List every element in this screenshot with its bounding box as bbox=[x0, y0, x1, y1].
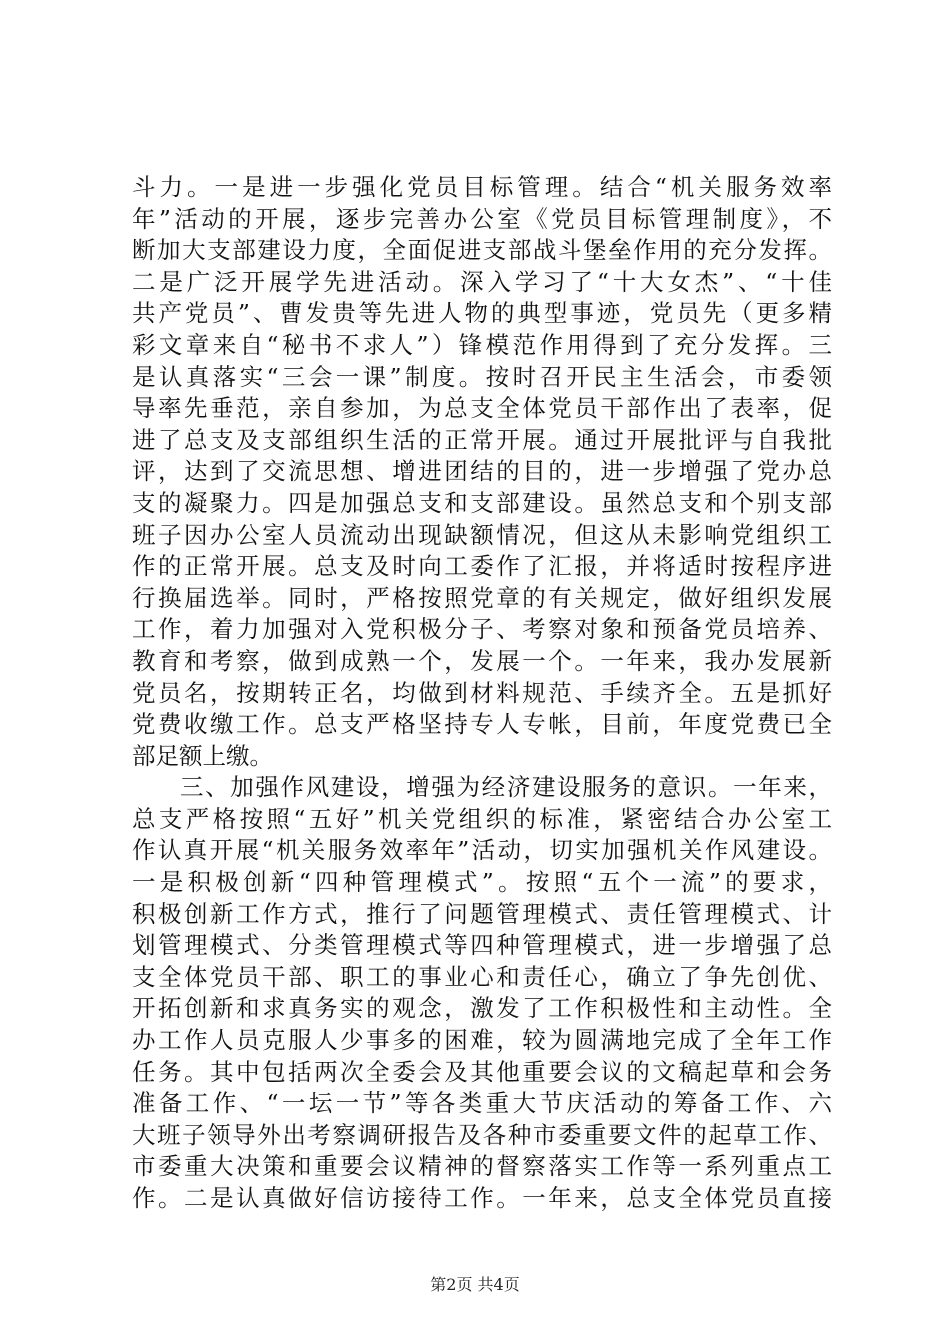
text-line: 彩文章来自“秘书不求人”）锋模范作用得到了充分发挥。三 bbox=[132, 330, 832, 359]
text-line: 斗力。一是进一步强化党员目标管理。结合“机关服务效率 bbox=[132, 173, 832, 201]
text-line: 市委重大决策和重要会议精神的督察落实工作等一系列重点工 bbox=[132, 1152, 832, 1181]
text-line: 大班子领导外出考察调研报告及各种市委重要文件的起草工作、 bbox=[132, 1120, 832, 1149]
text-line: 开拓创新和求真务实的观念，激发了工作积极性和主动性。全 bbox=[132, 994, 832, 1023]
text-line: 总支严格按照“五好”机关党组织的标准，紧密结合办公室工 bbox=[132, 804, 832, 833]
text-line: 行换届选举。同时，严格按照党章的有关规定，做好组织发展 bbox=[132, 583, 832, 612]
text-line: 积极创新工作方式，推行了问题管理模式、责任管理模式、计 bbox=[132, 899, 832, 928]
text-line: 班子因办公室人员流动出现缺额情况，但这从未影响党组织工 bbox=[132, 520, 832, 549]
paragraph-first-line: 三、加强作风建设，增强为经济建设服务的意识。一年来， bbox=[180, 773, 832, 802]
text-line: 支全体党员干部、职工的事业心和责任心，确立了争先创优、 bbox=[132, 962, 832, 991]
text-line: 作认真开展“机关服务效率年”活动，切实加强机关作风建设。 bbox=[132, 836, 832, 865]
text-line: 工作，着力加强对入党积极分子、考察对象和预备党员培养、 bbox=[132, 615, 832, 644]
paragraph-end-line: 部足额上缴。 bbox=[132, 741, 273, 770]
text-line: 办工作人员克服人少事多的困难，较为圆满地完成了全年工作 bbox=[132, 1026, 832, 1055]
text-line: 划管理模式、分类管理模式等四种管理模式，进一步增强了总 bbox=[132, 931, 832, 960]
text-line: 共产党员”、曹发贵等先进人物的典型事迹，党员先（更多精 bbox=[132, 299, 832, 328]
text-line: 年”活动的开展，逐步完善办公室《党员目标管理制度》，不 bbox=[132, 204, 832, 233]
text-line: 导率先垂范，亲自参加，为总支全体党员干部作出了表率，促 bbox=[132, 394, 832, 423]
text-line: 评，达到了交流思想、增进团结的目的，进一步增强了党办总 bbox=[132, 457, 832, 486]
text-line: 任务。其中包括两次全委会及其他重要会议的文稿起草和会务 bbox=[132, 1057, 832, 1086]
page-footer: 第2页 共4页 bbox=[430, 1275, 520, 1294]
text-line: 作的正常开展。总支及时向工委作了汇报，并将适时按程序进 bbox=[132, 552, 832, 581]
text-line: 是认真落实“三会一课”制度。按时召开民主生活会，市委领 bbox=[132, 362, 832, 391]
text-line: 支的凝聚力。四是加强总支和支部建设。虽然总支和个别支部 bbox=[132, 488, 832, 517]
text-line: 一是积极创新“四种管理模式”。按照“五个一流”的要求， bbox=[132, 868, 832, 897]
text-line: 断加大支部建设力度，全面促进支部战斗堡垒作用的充分发挥。 bbox=[132, 236, 832, 265]
text-line: 党费收缴工作。总支严格坚持专人专帐，目前，年度党费已全 bbox=[132, 710, 832, 739]
text-line: 教育和考察，做到成熟一个，发展一个。一年来，我办发展新 bbox=[132, 646, 832, 675]
body-text bbox=[132, 172, 832, 1215]
text-line: 党员名，按期转正名，均做到材料规范、手续齐全。五是抓好 bbox=[132, 678, 832, 707]
text-line: 进了总支及支部组织生活的正常开展。通过开展批评与自我批 bbox=[132, 425, 832, 454]
text-line: 二是广泛开展学先进活动。深入学习了“十大女杰”、“十佳 bbox=[132, 267, 832, 296]
text-line: 准备工作、“一坛一节”等各类重大节庆活动的筹备工作、六 bbox=[132, 1089, 832, 1118]
text-line: 作。二是认真做好信访接待工作。一年来，总支全体党员直接 bbox=[132, 1184, 832, 1212]
